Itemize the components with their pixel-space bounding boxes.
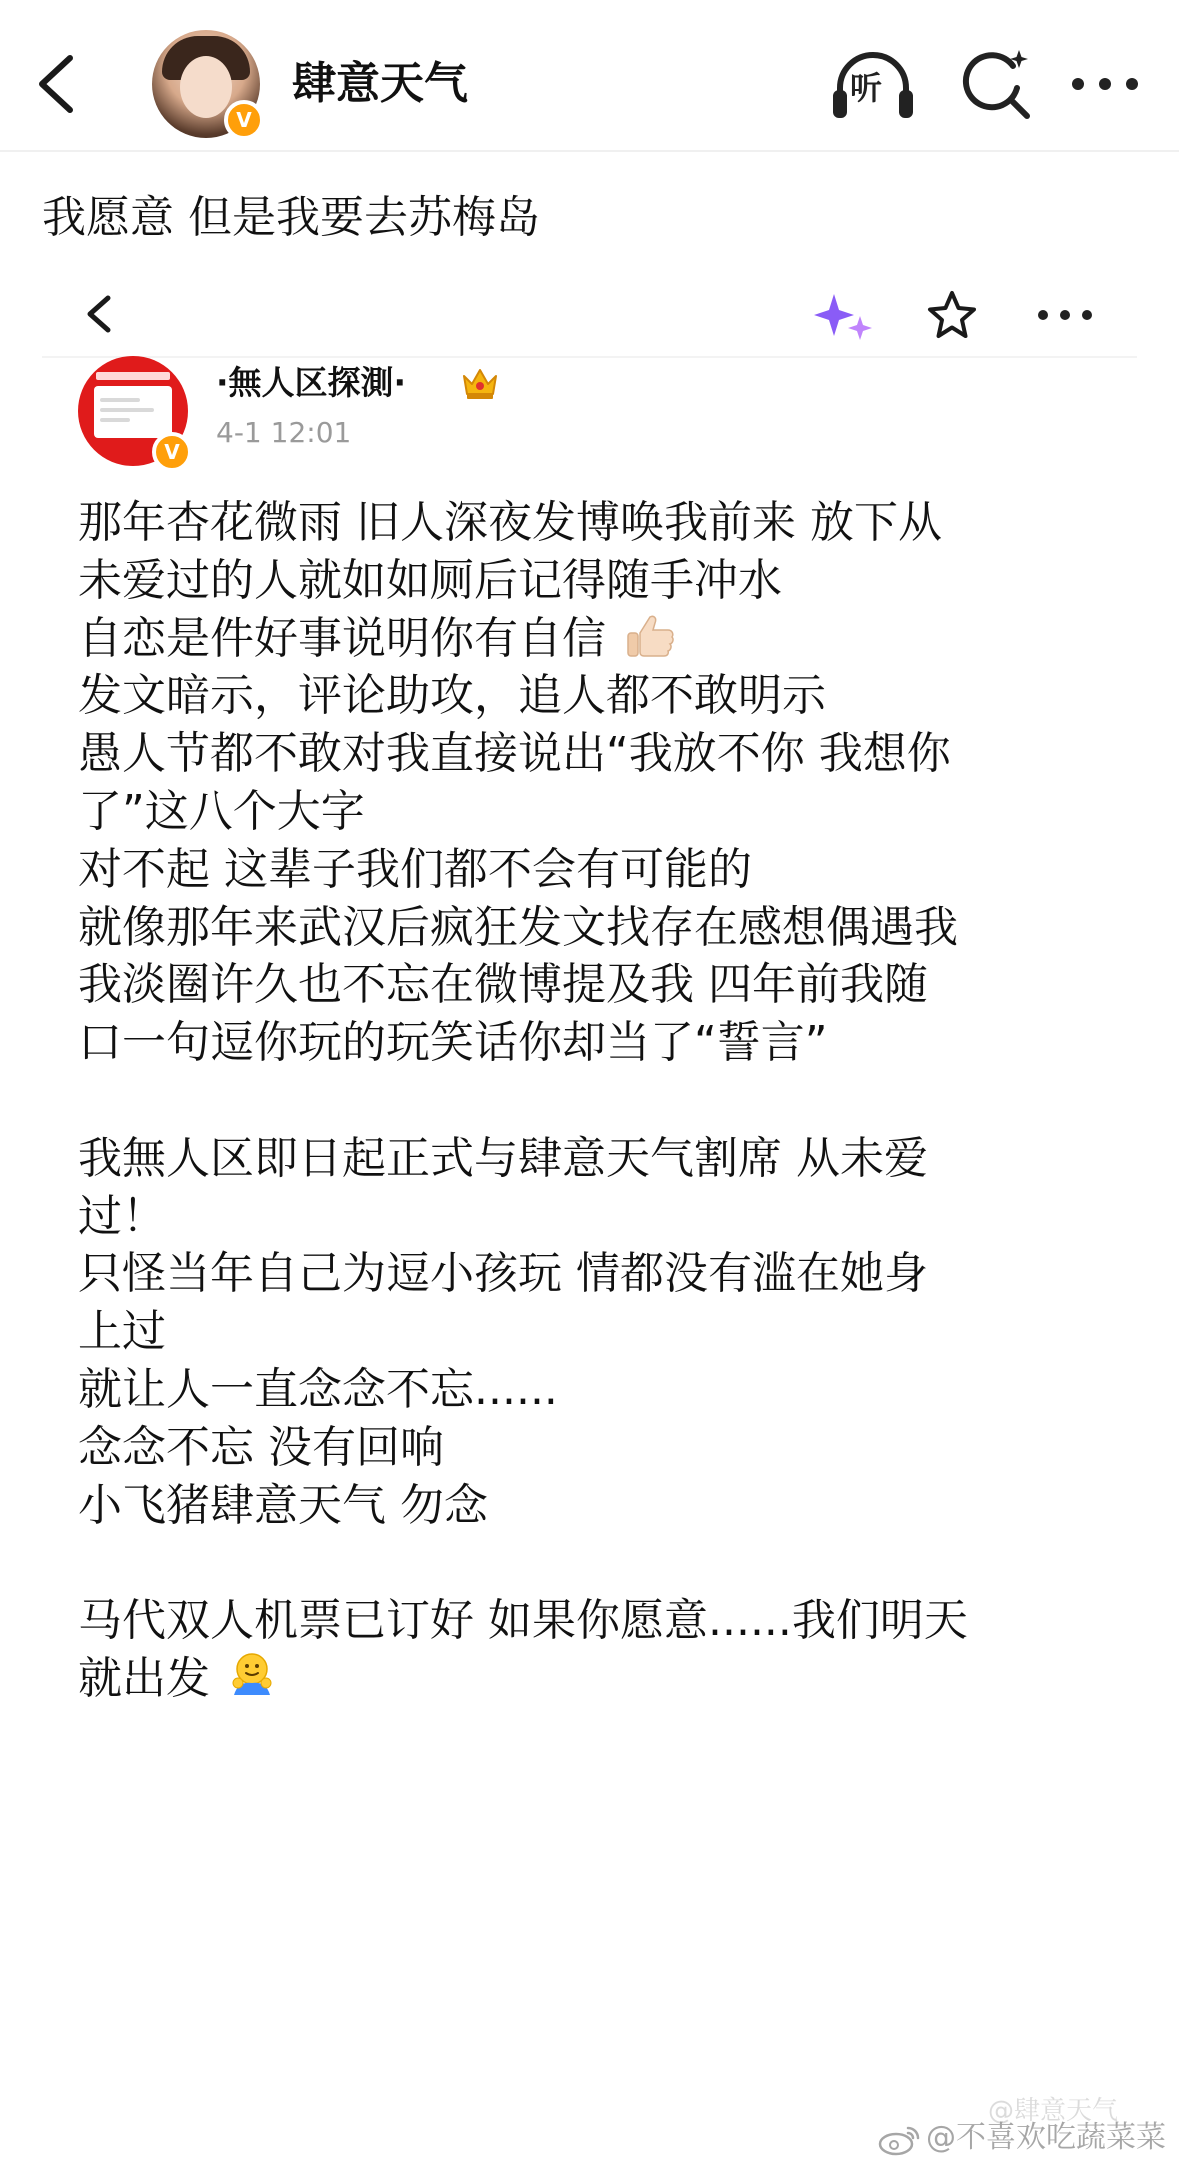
account-avatar[interactable] — [152, 30, 260, 138]
avatar-face — [180, 56, 232, 118]
embedded-more-icon — [1034, 300, 1096, 330]
favorite-star-icon — [922, 286, 982, 346]
post-line: 我淡圈许久也不忘在微博提及我 四年前我随 — [78, 959, 928, 1011]
avatar-card-graphic — [94, 386, 172, 438]
author-avatar — [78, 356, 188, 466]
weibo-logo-icon — [878, 2122, 922, 2156]
post-caption: 我愿意 但是我要去苏梅岛 — [42, 192, 540, 243]
post-line: 愚人节都不敢对我直接说出“我放不你 我想你 — [78, 728, 951, 780]
post-timestamp: 4-1 12:01 — [216, 416, 352, 449]
post-line: 那年杏花微雨 旧人深夜发博唤我前来 放下从 — [78, 497, 942, 548]
post-line: 小飞猪肆意天气 勿念 — [78, 1479, 488, 1531]
post-line: 念念不忘 没有回响 — [78, 1421, 444, 1473]
post-line-text: 就出发 — [78, 1652, 210, 1704]
post-line-with-emoji — [78, 610, 1118, 668]
back-icon[interactable] — [30, 48, 82, 120]
author-name: ·無人区探測· — [216, 363, 407, 402]
more-options-icon[interactable] — [1068, 64, 1142, 104]
post-line: 我無人区即日起正式与肆意天气割席 从未爱 — [78, 1132, 928, 1184]
ai-sparkle-icon — [808, 286, 878, 348]
paragraph-gap — [78, 1534, 1118, 1592]
verified-badge-icon: V — [152, 432, 192, 472]
listen-label: 听 — [850, 69, 883, 107]
watermark — [878, 2096, 1168, 2160]
post-line: 过！ — [78, 1190, 166, 1242]
post-line: 对不起 这辈子我们都不会有可能的 — [78, 843, 752, 895]
post-line: 口一句逗你玩的玩笑话你却当了“誓言” — [78, 1017, 828, 1069]
embedded-back-icon — [76, 284, 122, 344]
watermark-text: @不喜欢吃蔬菜菜 — [926, 2120, 1166, 2155]
post-line: 马代双人机票已订好 如果你愿意......我们明天 — [78, 1595, 968, 1647]
post-line: 上过 — [78, 1306, 166, 1358]
post-line-text: 自恋是件好事说明你有自信 — [78, 612, 606, 664]
thumbs-up-emoji-icon — [622, 613, 678, 657]
divider — [42, 356, 1137, 358]
verified-badge-icon: V — [224, 100, 264, 140]
paragraph-gap — [78, 1072, 1118, 1130]
hug-emoji-icon — [228, 1651, 276, 1699]
post-line-with-emoji — [78, 1650, 1118, 1708]
post-line: 就让人一直念念不忘...... — [78, 1363, 558, 1415]
post-line: 就像那年来武汉后疯狂发文找存在感想偶遇我 — [78, 901, 958, 953]
post-line: 了”这八个大字 — [78, 785, 365, 837]
post-body — [78, 494, 1118, 1708]
search-icon[interactable] — [955, 44, 1035, 124]
watermark-ghost-text: @肆意天气 — [988, 2096, 1119, 2126]
embedded-post-screenshot — [42, 272, 1137, 2173]
avatar-card-header — [96, 372, 170, 380]
post-line: 只怪当年自己为逗小孩玩 情都没有滥在她身 — [78, 1248, 928, 1300]
post-line: 未爱过的人就如如厕后记得随手冲水 — [78, 554, 782, 606]
top-header — [0, 0, 1179, 152]
listen-headphones-icon[interactable] — [830, 44, 916, 124]
post-line: 发文暗示，评论助攻，追人都不敢明示 — [78, 670, 826, 722]
account-name[interactable]: 肆意天气 — [292, 58, 468, 109]
crown-icon — [460, 362, 500, 402]
